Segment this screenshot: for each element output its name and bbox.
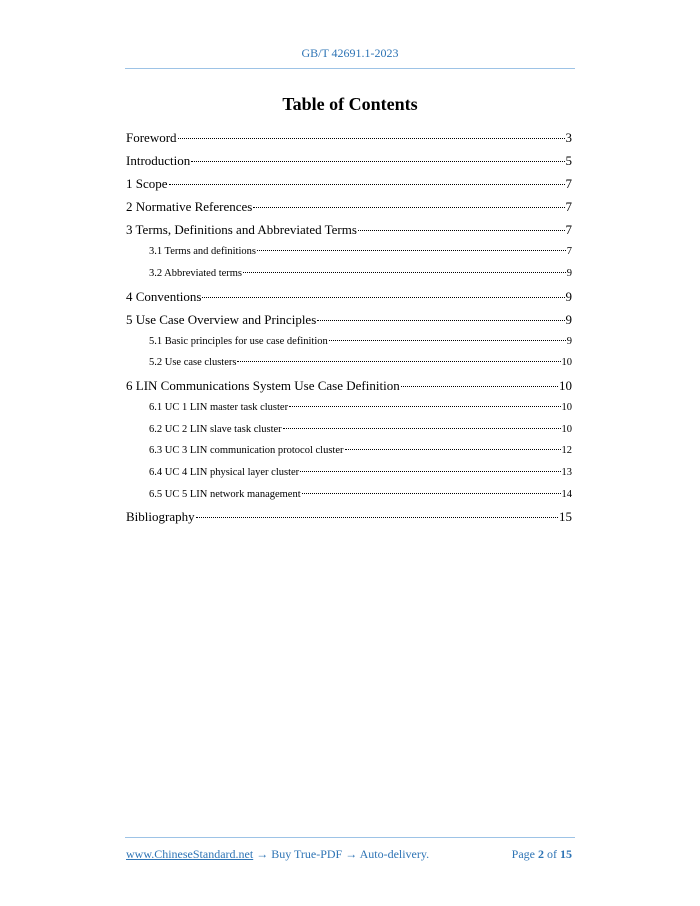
toc-title: Table of Contents — [282, 94, 418, 114]
toc-entry-label: Bibliography — [126, 509, 195, 525]
dot-leader — [237, 361, 560, 362]
dot-leader — [191, 161, 564, 162]
toc-entry-page: 3 — [565, 130, 572, 145]
header-divider — [125, 68, 575, 69]
dot-leader — [345, 449, 561, 450]
table-of-contents — [126, 126, 572, 528]
toc-entry[interactable] — [126, 462, 572, 484]
toc-entry-page: 10 — [561, 402, 572, 414]
toc-entry[interactable] — [126, 218, 572, 241]
page-footer — [126, 847, 572, 862]
dot-leader — [289, 406, 560, 407]
dot-leader — [358, 230, 565, 231]
dot-leader — [329, 340, 566, 341]
dot-leader — [178, 138, 565, 139]
toc-entry[interactable] — [126, 126, 572, 149]
toc-entry-label: 6.1 UC 1 LIN master task cluster — [149, 402, 289, 414]
toc-entry-label: Foreword — [126, 130, 177, 145]
toc-entry-page: 13 — [561, 466, 572, 478]
toc-entry-page: 15 — [559, 509, 572, 525]
toc-entry-page: 9 — [565, 288, 572, 304]
dot-leader — [253, 207, 564, 208]
toc-entry-page: 10 — [561, 423, 572, 435]
toc-entry-label: 5.2 Use case clusters — [149, 357, 237, 369]
dot-leader — [243, 272, 566, 273]
toc-entry[interactable] — [126, 308, 572, 331]
toc-entry[interactable] — [126, 440, 572, 462]
toc-entry-page: 7 — [566, 246, 572, 258]
toc-entry-page: 12 — [561, 445, 572, 457]
standard-code: GB/T 42691.1-2023 — [301, 46, 399, 60]
toc-entry-label: 6.5 UC 5 LIN network management — [149, 488, 301, 500]
toc-entry[interactable] — [126, 331, 572, 353]
toc-entry-label: 3 Terms, Definitions and Abbreviated Terms — [126, 222, 357, 238]
toc-entry[interactable] — [126, 419, 572, 441]
dot-leader — [169, 184, 565, 185]
toc-entry-page: 5 — [565, 153, 572, 169]
toc-entry[interactable] — [126, 263, 572, 285]
page-label: Page — [511, 847, 535, 861]
toc-entry-page: 10 — [561, 357, 572, 369]
toc-entry-label: 1 Scope — [126, 176, 168, 192]
toc-entry[interactable] — [126, 172, 572, 195]
toc-entry-page: 7 — [565, 176, 572, 192]
dot-leader — [300, 471, 560, 472]
toc-entry-page: 9 — [566, 268, 572, 280]
toc-entry[interactable] — [126, 505, 572, 528]
dot-leader — [317, 320, 564, 321]
toc-entry-page: 9 — [566, 335, 572, 347]
toc-entry-label: 3.1 Terms and definitions — [149, 246, 256, 258]
toc-entry-label: 5 Use Case Overview and Principles — [126, 311, 317, 327]
toc-entry-page: 14 — [561, 488, 572, 500]
toc-entry-label: 6.3 UC 3 LIN communication protocol cluster — [149, 445, 344, 457]
toc-entry-page: 7 — [565, 222, 572, 238]
dot-leader — [401, 386, 558, 387]
toc-entry[interactable] — [126, 484, 572, 506]
toc-entry[interactable] — [126, 374, 572, 397]
dot-leader — [257, 250, 566, 251]
toc-entry[interactable] — [126, 195, 572, 218]
toc-entry-label: 4 Conventions — [126, 288, 202, 304]
toc-entry-label: 3.2 Abbreviated terms — [149, 268, 243, 280]
toc-entry-label: Introduction — [126, 153, 191, 169]
promo-text: → Buy True-PDF → Auto-delivery. — [253, 847, 430, 861]
toc-entry-label: 6 LIN Communications System Use Case Definition — [126, 378, 400, 394]
dot-leader — [202, 297, 564, 298]
site-link[interactable]: www.ChineseStandard.net — [126, 847, 254, 861]
page-indicator — [512, 847, 572, 862]
dot-leader — [283, 428, 561, 429]
toc-entry[interactable] — [126, 149, 572, 172]
toc-entry-page: 9 — [565, 311, 572, 327]
toc-entry[interactable] — [126, 397, 572, 419]
toc-entry[interactable] — [126, 352, 572, 374]
toc-entry-page: 10 — [559, 378, 572, 394]
toc-entry[interactable] — [126, 285, 572, 308]
toc-entry-label: 2 Normative References — [126, 199, 253, 215]
dot-leader — [196, 517, 558, 518]
total-pages: 15 — [560, 847, 572, 861]
of-label: of — [547, 847, 557, 861]
toc-entry-label: 6.4 UC 4 LIN physical layer cluster — [149, 466, 300, 478]
current-page: 2 — [538, 847, 544, 861]
toc-entry-label: 5.1 Basic principles for use case definition — [149, 335, 328, 347]
toc-entry-label: 6.2 UC 2 LIN slave task cluster — [149, 423, 282, 435]
dot-leader — [302, 493, 561, 494]
footer-divider — [125, 837, 575, 838]
toc-entry-page: 7 — [565, 199, 572, 215]
toc-entry[interactable] — [126, 241, 572, 263]
